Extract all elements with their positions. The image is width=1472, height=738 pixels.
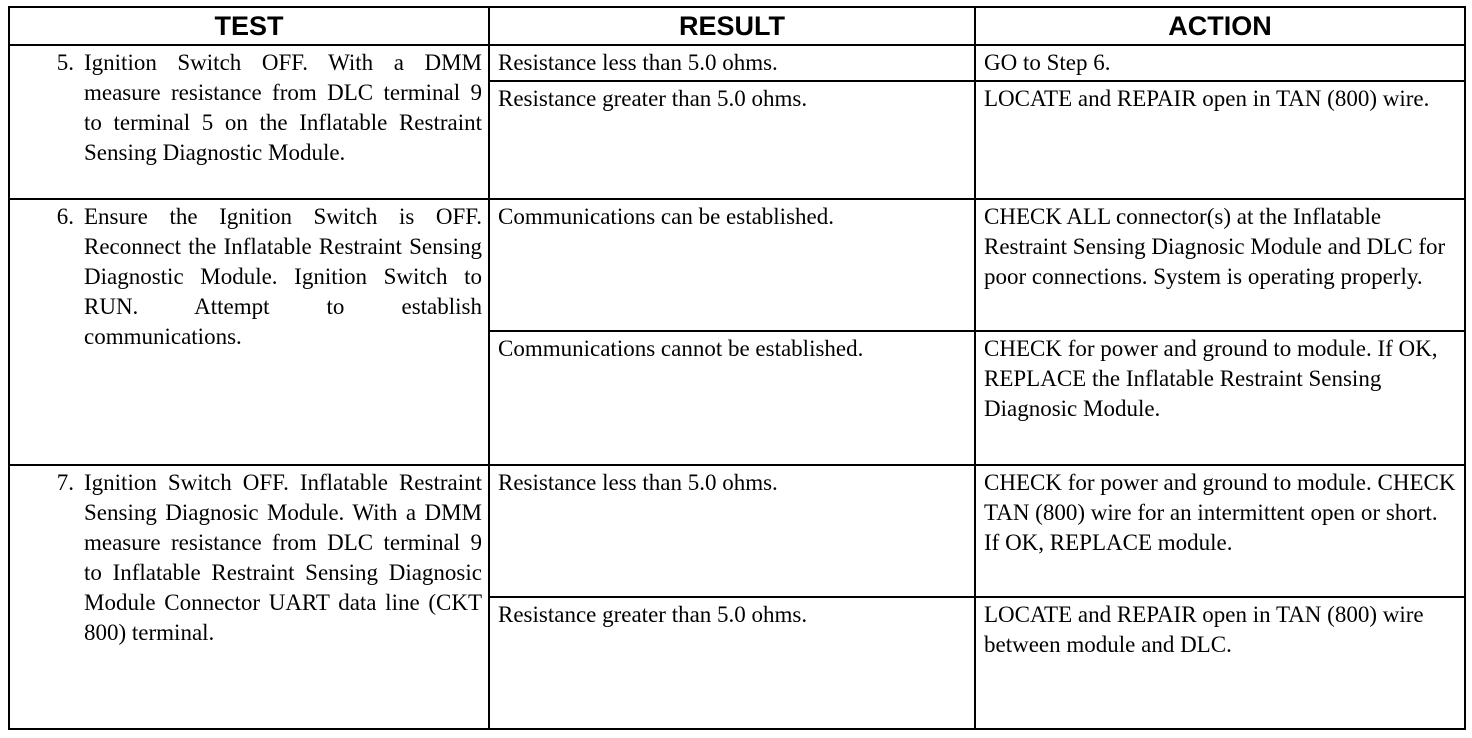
action-cell: CHECK for power and ground to module. If OK, REPLACE the Inflatable Restraint Sensing Diagnosic Module. — [975, 331, 1465, 465]
step-7-test-cell — [9, 465, 489, 729]
test-text: Ignition Switch OFF. Inflatable Restraint Sensing Diagnosic Module. With a DMM measure resistance from DLC terminal 9 to Inflatable Restraint Sensing Diagnosic Module Connector UART data line (CKT 800) terminal. — [84, 470, 482, 645]
step-number: 7. — [56, 470, 74, 495]
action-header: ACTION — [975, 7, 1465, 45]
action-cell: LOCATE and REPAIR open in TAN (800) wire between module and DLC. — [975, 597, 1465, 729]
result-cell: Resistance less than 5.0 ohms. — [489, 465, 975, 597]
result-cell: Resistance greater than 5.0 ohms. — [489, 597, 975, 729]
result-cell: Resistance greater than 5.0 ohms. — [489, 81, 975, 199]
diagnostic-table — [8, 6, 1466, 730]
action-cell: GO to Step 6. — [975, 45, 1465, 81]
test-header: TEST — [9, 7, 489, 45]
result-header: RESULT — [489, 7, 975, 45]
step-number: 6. — [56, 204, 74, 229]
result-cell: Communications cannot be established. — [489, 331, 975, 465]
header-row — [9, 7, 1465, 45]
step-number: 5. — [56, 50, 74, 75]
test-text: Ignition Switch OFF. With a DMM measure resistance from DLC terminal 9 to terminal 5 on the Inflatable Restraint Sensing Diagnostic Module. — [84, 50, 482, 165]
result-cell: Communications can be established. — [489, 199, 975, 331]
test-text: Ensure the Ignition Switch is OFF. Reconnect the Inflatable Restraint Sensing Diagnostic Module. Ignition Switch to RUN. Attempt to establish communications. — [84, 204, 482, 349]
step-6-test-cell — [9, 199, 489, 465]
action-cell: LOCATE and REPAIR open in TAN (800) wire. — [975, 81, 1465, 199]
table-row — [9, 199, 1465, 331]
step-5-test-cell — [9, 45, 489, 199]
action-cell: CHECK for power and ground to module. CHECK TAN (800) wire for an intermittent open or short. If OK, REPLACE module. — [975, 465, 1465, 597]
action-cell: CHECK ALL connector(s) at the Inflatable Restraint Sensing Diagnosic Module and DLC for poor connections. System is operating properly. — [975, 199, 1465, 331]
result-cell: Resistance less than 5.0 ohms. — [489, 45, 975, 81]
table-row — [9, 465, 1465, 597]
table-row — [9, 45, 1465, 81]
